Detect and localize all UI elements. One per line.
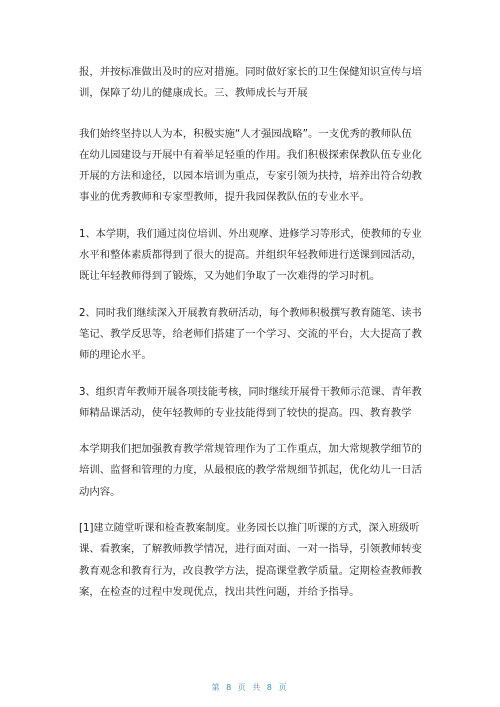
paragraph-health-training — [79, 62, 425, 105]
text-line: 1、本学期，我们通过岗位培训、外出观摩、进修学习等形式，使教师的专业 — [79, 228, 422, 240]
paragraph-item-3 — [79, 382, 425, 425]
text-line: 报，并按标准做出及时的应对措施。同时做好家长的卫生保健知识宣传与培 — [79, 66, 422, 78]
text-line: 师精品课活动，使年轻教师的专业技能得到了较快的提高。四、教育教学 — [79, 406, 412, 419]
paragraph-item-2 — [79, 303, 425, 367]
text-line: [1]建立随堂听课和检查教案制度。业务园长以推门听课的方式，深入班级听 — [79, 523, 420, 535]
text-line: 本学期我们把加强教育教学常规管理作为了工作重点，加大常规教学细节的 — [79, 443, 422, 456]
text-line: 既让年轻教师得到了锻炼，又为她们争取了一次难得的学习时机。 — [79, 270, 381, 283]
text-line: 培训、监督和管理的力度，从最根底的教学常规细节抓起，优化幼儿一日活 — [79, 464, 422, 477]
text-line: 案，在检查的过程中发现优点，找出共性问题，并给予指导。 — [79, 585, 360, 598]
text-line: 课、看教案，了解教师教学情况，进行面对面、一对一指导，引领教师转变 — [79, 543, 422, 556]
text-line: 3、组织青年教师开展各项技能考核，同时继续开展骨干教师示范课、青年教 — [79, 386, 422, 398]
text-line: 事业的优秀教师和专家型教师，提升我园保教队伍的专业水平。 — [79, 191, 370, 204]
text-line: 水平和整体素质都得到了很大的提高。并组织年轻教师进行送课到园活动， — [79, 249, 422, 262]
text-line: 动内容。 — [79, 485, 121, 498]
paragraph-item-1 — [79, 224, 425, 288]
page-number-footer: 第 8 页 共 8 页 — [211, 683, 289, 692]
text-line: 开展的方法和途径，以园本培训为重点，专家引领为扶持，培养出符合幼教 — [79, 170, 422, 183]
paragraph-teaching-routine — [79, 439, 425, 503]
text-line: 2、同时我们继续深入开展教育教研活动，每个教师积极撰写教育随笔、读书 — [79, 307, 422, 319]
text-line: 笔记、教学反思等，给老师们搭建了一个学习、交流的平台，大大提高了教 — [79, 327, 422, 340]
text-line: 训，保障了幼儿的健康成长。三、教师成长与开展 — [79, 87, 308, 100]
paragraph-talent-strategy — [79, 124, 425, 209]
text-line: 教育观念和教育行为，改良教学方法，提高课堂教学质量。定期检查教师教 — [79, 564, 422, 577]
text-line: 师的理论水平。 — [79, 349, 152, 362]
document-body — [79, 62, 425, 603]
text-line: 我们始终坚持以人为本，积极实施“人才强园战略”。一支优秀的教师队伍 — [79, 127, 412, 140]
text-line: 在幼儿园建设与开展中有着举足轻重的作用。我们积极探索保教队伍专业化 — [79, 148, 422, 161]
paragraph-lesson-inspection — [79, 518, 425, 603]
